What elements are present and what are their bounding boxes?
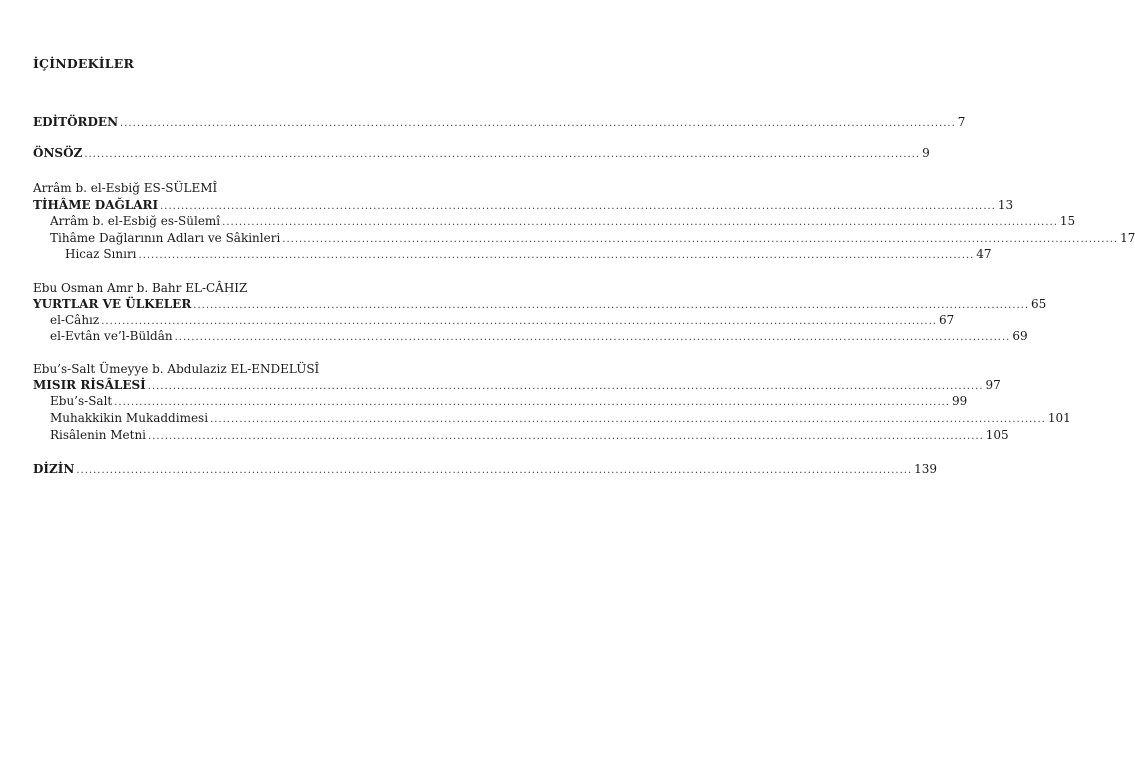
leader-dots: ........................................................................................................................................................................................................ [148,431,984,442]
toc-entry-editorden[interactable] [33,114,966,130]
leader-dots: ........................................................................................................................................................................................................ [147,381,984,392]
toc-entry-title: Ebu’s-Salt [50,394,113,408]
toc-entry-subsubitem[interactable] [65,246,992,262]
toc-entry-subitem[interactable] [50,213,1076,229]
leader-dots: ........................................................................................................................................................................................................ [222,217,1058,228]
toc-entry-title: Risâlenin Metni [50,428,147,442]
leader-dots: ........................................................................................................................................................................................................ [193,300,1030,311]
section-author: Arrâm b. el-Esbiğ ES-SÜLEMÎ [33,181,218,195]
toc-page-number: 69 [1012,329,1028,343]
toc-entry-title: ÖNSÖZ [33,146,83,160]
toc-page-number: 97 [985,378,1001,392]
toc-entry-title: Arrâm b. el-Esbiğ es-Sülemî [50,214,221,228]
toc-page-number: 9 [922,146,930,160]
toc-entry-title: MISIR RİSÂLESİ [33,378,146,392]
toc-page-number: 65 [1031,297,1047,311]
toc-page-number: 139 [914,462,938,476]
leader-dots: ........................................................................................................................................................................................................ [160,201,996,212]
toc-entry-subitem[interactable] [50,230,1135,246]
toc-entry-title: DİZİN [33,462,75,476]
toc-entry-onsoz[interactable] [33,145,930,161]
toc-page-number: 99 [951,394,968,408]
toc-page-number: 67 [938,313,955,327]
leader-dots: ........................................................................................................................................................................................................ [210,414,1046,425]
toc-page-number: 105 [985,428,1009,442]
toc-page-number: 47 [976,247,992,261]
leader-dots: ........................................................................................................................................................................................................ [84,149,921,160]
toc-entry-subitem[interactable] [50,312,955,328]
section-author: Ebu’s-Salt Ümeyye b. Abdulaziz EL-ENDELÜSÎ [33,362,320,376]
leader-dots: ........................................................................................................................................................................................................ [114,397,950,408]
toc-entry-title: el-Evtân ve’l-Büldân [50,329,173,343]
toc-page-number: 7 [957,115,966,129]
toc-page-number: 15 [1059,214,1076,228]
toc-entry-subitem[interactable] [50,328,1028,344]
leader-dots: ........................................................................................................................................................................................................ [282,234,1119,245]
page-title: İÇİNDEKİLER [33,56,135,71]
toc-page-number: 13 [997,198,1014,212]
toc-page-number: 17 [1120,231,1135,245]
section-author: Ebu Osman Amr b. Bahr EL-CÂHIZ [33,281,248,295]
toc-entry-title: TİHÂME DAĞLARI [33,198,159,212]
toc-entry-section-title[interactable] [33,296,1047,312]
leader-dots: ........................................................................................................................................................................................................ [174,332,1011,343]
toc-entry-title: el-Câhız [50,313,100,327]
toc-entry-subitem[interactable] [50,393,968,409]
toc-entry-section-title[interactable] [33,377,1001,393]
toc-entry-title: Muhakkikin Mukaddimesi [50,411,209,425]
leader-dots: ........................................................................................................................................................................................................ [138,250,975,261]
toc-entry-title: Tihâme Dağlarının Adları ve Sâkinleri [50,231,281,245]
leader-dots: ........................................................................................................................................................................................................ [101,316,937,327]
toc-entry-title: YURTLAR VE ÜLKELER [33,297,192,311]
toc-entry-subitem[interactable] [50,427,1009,443]
leader-dots: ........................................................................................................................................................................................................ [76,465,913,476]
toc-entry-subitem[interactable] [50,410,1071,426]
toc-entry-dizin[interactable] [33,461,938,477]
toc-entry-title: Hicaz Sınırı [65,247,137,261]
leader-dots: ........................................................................................................................................................................................................ [120,118,956,129]
toc-entry-title: EDİTÖRDEN [33,115,119,129]
toc-page-number: 101 [1047,411,1071,425]
toc-entry-section-title[interactable] [33,197,1014,213]
